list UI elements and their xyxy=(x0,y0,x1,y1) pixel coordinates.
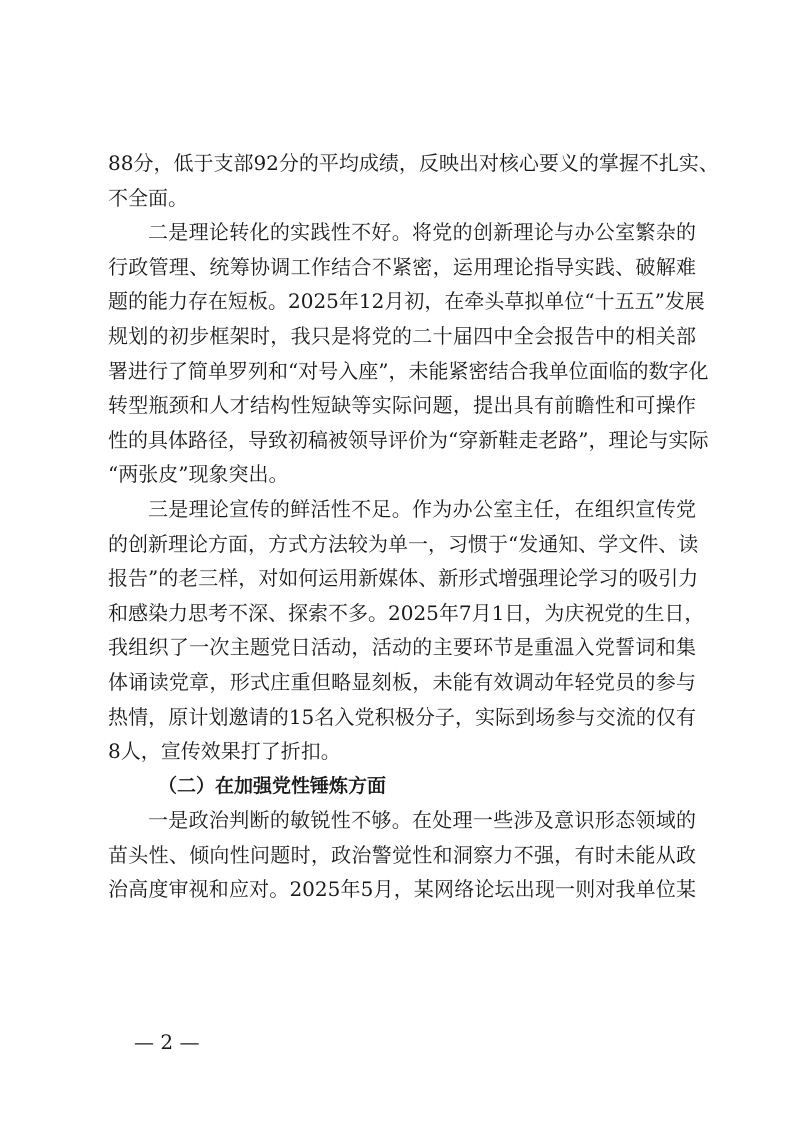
paragraph-first-line: 二是理论转化的实践性不好。将党的创新理论与办公室繁杂的 xyxy=(148,220,696,245)
text-line: 的创新理论方面，方式方法较为单一，习惯于“发通知、学文件、读 xyxy=(108,531,699,556)
text-line: “两张皮”现象突出。 xyxy=(108,462,289,487)
text-line: 报告”的老三样，对如何运用新媒体、新形式增强理论学习的吸引力 xyxy=(108,566,699,591)
text-line: 不全面。 xyxy=(108,185,188,210)
paragraph-first-line: 一是政治判断的敏锐性不够。在处理一些涉及意识形态领域的 xyxy=(148,808,696,833)
text-line: 题的能力存在短板。2025年12月初，在牵头草拟单位“十五五”发展 xyxy=(108,289,705,314)
paragraph-first-line: 三是理论宣传的鲜活性不足。作为办公室主任，在组织宣传党 xyxy=(148,496,696,521)
text-line: 规划的初步框架时，我只是将党的二十届四中全会报告中的相关部 xyxy=(108,323,696,348)
text-line: 署进行了简单罗列和“对号入座”，未能紧密结合我单位面临的数字化 xyxy=(108,358,709,383)
text-line: 苗头性、倾向性问题时，政治警觉性和洞察力不强，有时未能从政 xyxy=(108,842,696,867)
page-number: — 2 — xyxy=(134,1030,200,1054)
text-line: 行政管理、统筹协调工作结合不紧密，运用理论指导实践、破解难 xyxy=(108,254,696,279)
document-body xyxy=(108,146,719,907)
text-line: 我组织了一次主题党日活动，活动的主要环节是重温入党誓词和集 xyxy=(108,635,696,660)
text-line: 热情，原计划邀请的15名入党积极分子，实际到场参与交流的仅有 xyxy=(108,704,696,729)
text-line: 体诵读党章，形式庄重但略显刻板，未能有效调动年轻党员的参与 xyxy=(108,669,696,694)
text-line: 性的具体路径，导致初稿被领导评价为“穿新鞋走老路”，理论与实际 xyxy=(108,427,709,452)
text-line: 和感染力思考不深、探索不多。2025年7月1日，为庆祝党的生日， xyxy=(108,600,705,625)
text-line: 转型瓶颈和人才结构性短缺等实际问题，提出具有前瞻性和可操作 xyxy=(108,393,696,418)
text-line: 88分，低于支部92分的平均成绩，反映出对核心要义的掌握不扎实、 xyxy=(108,151,719,175)
section-heading: （二）在加强党性锤炼方面 xyxy=(158,774,387,797)
text-line: 8人，宣传效果打了折扣。 xyxy=(108,739,341,764)
text-line: 治高度审视和应对。2025年5月，某网络论坛出现一则对我单位某 xyxy=(108,877,696,902)
